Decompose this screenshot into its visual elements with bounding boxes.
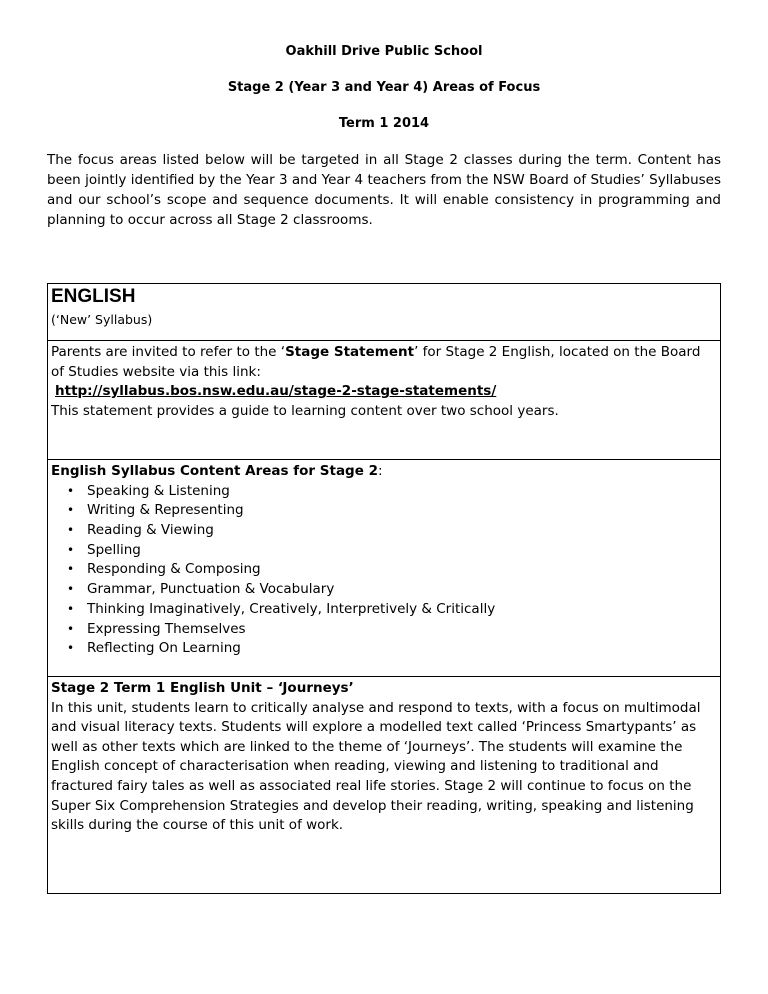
syllabus-subtitle: (‘New’ Syllabus) bbox=[51, 312, 153, 327]
english-heading: ENGLISH bbox=[51, 286, 136, 307]
bullet-icon: • bbox=[67, 542, 75, 557]
english-title-cell bbox=[48, 284, 721, 341]
content-area-item bbox=[67, 541, 717, 561]
unit-description: In this unit, students learn to critically analyse and respond to texts, with a focus on multimodal and visual literacy texts. Students will explore a modelled text called ‘Princess Smartypants’ as well as other texts which are linked to the theme of ‘Journeys’. The students will examine the English concept of characterisation when reading, viewing and listening to traditional and fractured fairy tales as well as associated real life stories. Stage 2 will continue to focus on the Super Six Comprehension Strategies and develop their reading, writing, speaking and listening skills during the course of this unit of work. bbox=[51, 699, 701, 834]
statement-description: This statement provides a guide to learning content over two school years. bbox=[51, 402, 559, 419]
unit-heading: Stage 2 Term 1 English Unit – ‘Journeys’ bbox=[51, 680, 354, 696]
content-areas-list bbox=[51, 482, 717, 659]
stage-statements-link[interactable]: http://syllabus.bos.nsw.edu.au/stage-2-stage-statements/ bbox=[55, 383, 497, 400]
content-area-item bbox=[67, 501, 717, 521]
bullet-icon: • bbox=[67, 641, 75, 656]
content-area-label: Expressing Themselves bbox=[87, 620, 246, 637]
content-area-label: Reading & Viewing bbox=[87, 522, 214, 538]
content-area-item bbox=[67, 521, 717, 541]
bullet-icon: • bbox=[67, 523, 75, 537]
content-areas-colon: : bbox=[377, 463, 383, 479]
stage-statement-bold: Stage Statement bbox=[285, 344, 415, 360]
content-area-label: Thinking Imaginatively, Creatively, Interpretively & Critically bbox=[87, 600, 496, 617]
content-area-label: Responding & Composing bbox=[87, 561, 261, 578]
bullet-icon: • bbox=[67, 562, 75, 577]
bullet-icon: • bbox=[67, 601, 75, 616]
content-area-label: Spelling bbox=[87, 541, 141, 558]
parents-note-post: ’ for Stage 2 English, located on the Board of Studies website via this link: bbox=[51, 344, 701, 380]
content-area-label: Grammar, Punctuation & Vocabulary bbox=[87, 581, 335, 598]
stage-title: Stage 2 (Year 3 and Year 4) Areas of Focus bbox=[227, 80, 541, 95]
content-areas-heading-text: English Syllabus Content Areas for Stage 2 bbox=[51, 463, 378, 479]
content-area-item bbox=[67, 600, 717, 620]
content-area-item bbox=[67, 560, 717, 580]
school-name: Oakhill Drive Public School bbox=[285, 44, 483, 59]
intro-paragraph: The focus areas listed below will be targeted in all Stage 2 classes during the term. Content has been jointly identified by the Year 3 and Year 4 teachers from the NSW Board of Studies’ Syllabuses and our school’s scope and sequence documents. It will enable consistency in programming and planning to occur across all Stage 2 classrooms. bbox=[47, 152, 721, 228]
bullet-icon: • bbox=[67, 483, 75, 498]
content-areas-cell bbox=[48, 460, 721, 677]
content-area-label: Reflecting On Learning bbox=[87, 640, 241, 657]
parents-note-pre: Parents are invited to refer to the ‘ bbox=[51, 344, 286, 360]
english-table bbox=[47, 283, 721, 894]
term-title: Term 1 2014 bbox=[338, 116, 430, 131]
stage-statement-cell bbox=[48, 341, 721, 460]
content-area-label: Speaking & Listening bbox=[87, 482, 230, 499]
unit-cell bbox=[48, 677, 721, 894]
bullet-icon: • bbox=[67, 621, 75, 636]
content-area-item bbox=[67, 639, 717, 659]
content-area-item bbox=[67, 580, 717, 600]
content-area-item bbox=[67, 482, 717, 502]
bullet-icon: • bbox=[67, 503, 75, 518]
parents-note bbox=[51, 343, 717, 382]
content-area-item bbox=[67, 620, 717, 640]
content-areas-heading bbox=[51, 462, 717, 482]
content-area-label: Writing & Representing bbox=[87, 502, 244, 519]
bullet-icon: • bbox=[67, 582, 75, 597]
